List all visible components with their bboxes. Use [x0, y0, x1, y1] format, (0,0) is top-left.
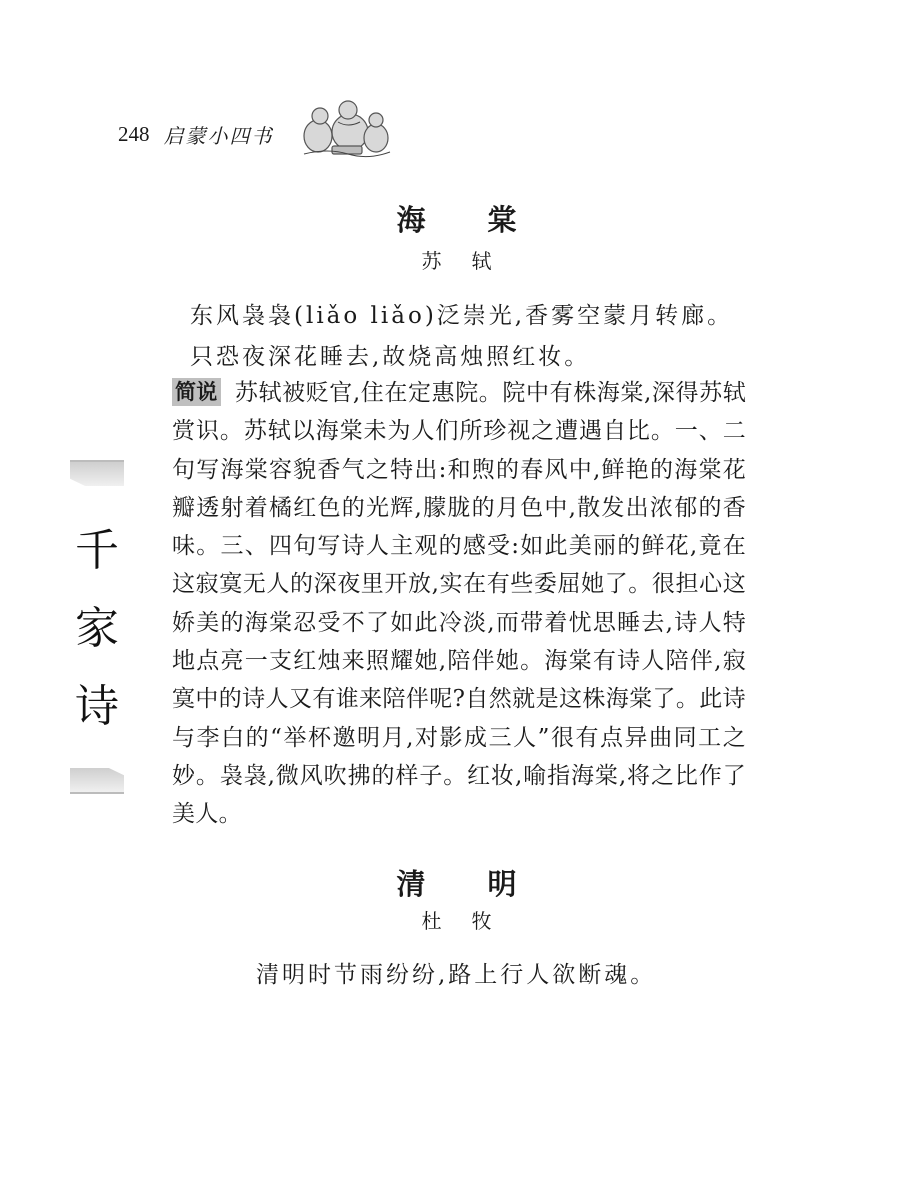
header-illustration: [298, 96, 394, 158]
side-char: 家: [75, 603, 119, 654]
commentary: [172, 374, 746, 834]
verse-line: 东风袅袅(liǎo liǎo)泛崇光,香雾空蒙月转廊。: [190, 303, 734, 329]
verse-line: 只恐夜深花睡去,故烧高烛照红妆。: [190, 344, 591, 370]
poem-title: 海棠: [396, 203, 579, 237]
side-section-label: [70, 460, 124, 794]
commentary-label: 简说: [172, 378, 221, 406]
side-rule-bottom: [70, 792, 124, 794]
side-bar-top: [70, 462, 124, 486]
side-char: 诗: [75, 681, 119, 732]
side-rule-top: [70, 460, 124, 462]
side-char: 千: [75, 525, 119, 576]
book-title: 启蒙小四书: [163, 123, 274, 148]
running-header: [118, 110, 274, 158]
poem-author: 苏轼: [421, 249, 522, 273]
verse-line: 清明时节雨纷纷,路上行人欲断魂。: [256, 962, 657, 988]
commentary-text: 苏轼被贬官,住在定惠院。院中有株海棠,深得苏轼赏识。苏轼以海棠未为人们所珍视之遭遇自比。一、二句写海棠容貌香气之特出:和煦的春风中,鲜艳的海棠花瓣透射着橘红色的光辉,朦胧的月色中,散发出浓郁的香味。三、四句写诗人主观的感受:如此美丽的鲜花,竟在这寂寞无人的深夜里开放,实在有些委屈她了。很担心这娇美的海棠忍受不了如此冷淡,而带着忧思睡去,诗人特地点亮一支红烛来照耀她,陪伴她。海棠有诗人陪伴,寂寞中的诗人又有谁来陪伴呢?自然就是这株海棠了。此诗与李白的“举杯邀明月,对影成三人”很有点异曲同工之妙。袅袅,微风吹拂的样子。红妆,喻指海棠,将之比作了美人。: [172, 380, 746, 828]
poem-title: 清明: [396, 867, 579, 901]
page-number: 248: [118, 121, 150, 146]
side-bar-bottom: [70, 768, 124, 792]
poem-author: 杜牧: [421, 909, 522, 933]
